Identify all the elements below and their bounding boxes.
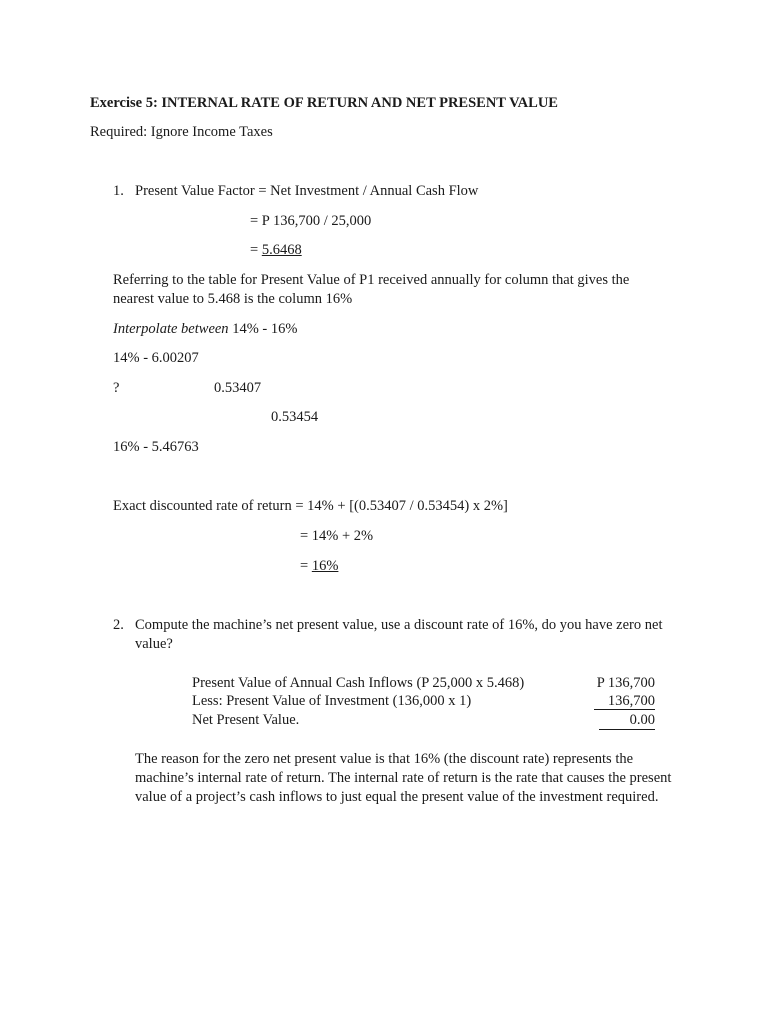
q1-exact-rate: Exact discounted rate of return = 14% + [(0.53407 / 0.53454) x 2%] [113,498,508,514]
q1-row-14: 14% - 6.00207 [113,350,199,366]
q1-row-unknown: ? [113,380,120,396]
npv-row-value: P 136,700 [596,675,655,691]
q2-explanation: The reason for the zero net present value is that 16% (the discount rate) represents the machine’s internal rate of return. The internal rate of return is the rate that causes the present value of a project’s cash inflows to just equal the present value of the investment required. [135,751,672,805]
document-title: Exercise 5: INTERNAL RATE OF RETURN AND NET PRESENT VALUE [90,95,558,111]
npv-row-label: Present Value of Annual Cash Inflows (P 25,000 x 5.468) [192,675,525,691]
q1-diff-a: 0.53407 [214,380,262,396]
q1-number: 1. [113,183,124,199]
q1-diff-b: 0.53454 [271,409,319,425]
required-note: Required: Ignore Income Taxes [90,124,273,140]
npv-row-label: Net Present Value. [192,712,300,728]
q1-referring-paragraph: Referring to the table for Present Value of P1 received annually for column that gives the nearest value to 5.468 is the column 16% [113,272,630,307]
q2-question: Compute the machine’s net present value, use a discount rate of 16%, do you have zero net value? [135,617,663,652]
q1-formula: Present Value Factor = Net Investment / Annual Cash Flow [135,183,479,199]
q1-exact-step: = 14% + 2% [300,528,374,544]
q1-exact-result [300,557,338,576]
npv-row-value: 0.00 [629,712,655,728]
q1-result-value: 5.6468 [261,242,302,258]
npv-row-label: Less: Present Value of Investment (136,000 x 1) [192,693,472,709]
q1-result-prefix: = [250,242,262,258]
subtotal-underline [594,709,655,710]
npv-row-value: 136,700 [607,693,655,709]
q2-number: 2. [113,617,124,633]
q1-interpolate-range: 14% - 16% [228,321,298,337]
q1-step1: = P 136,700 / 25,000 [250,213,372,229]
q1-interpolate-label: Interpolate between [113,321,229,337]
total-underline [599,729,655,730]
q1-row-16: 16% - 5.46763 [113,439,199,455]
q1-interpolate [113,320,297,339]
q1-result [250,241,302,260]
q1-exact-result-value: 16% [311,558,339,574]
q1-exact-result-prefix: = [300,558,312,574]
